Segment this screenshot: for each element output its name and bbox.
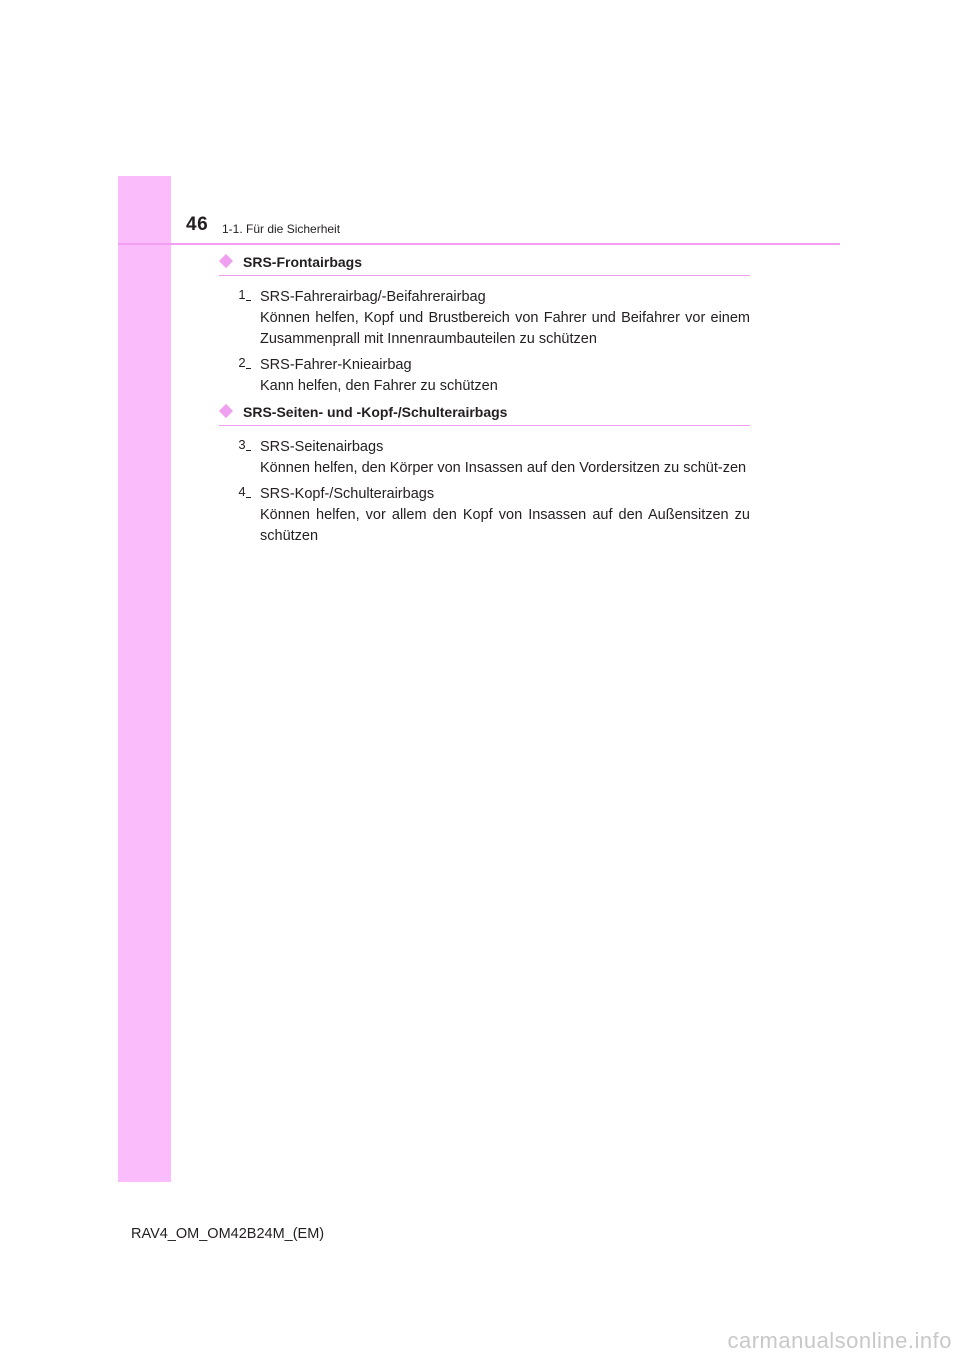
list-item — [219, 437, 750, 479]
list-item — [219, 287, 750, 350]
section-heading-text: SRS-Frontairbags — [243, 254, 363, 270]
section-heading — [219, 404, 750, 426]
item-number-icon: 1 — [236, 287, 248, 302]
section-seiten-kopf-airbags — [219, 404, 750, 547]
header-rule — [118, 243, 840, 245]
footer-document-code: RAV4_OM_OM42B24M_(EM) — [131, 1226, 325, 1242]
section-heading-text: SRS-Seiten- und -Kopf-/Schulterairbags — [243, 404, 508, 420]
item-title: SRS-Fahrerairbag/-Beifahrerairbag — [260, 289, 486, 305]
item-description: Können helfen, Kopf und Brustbereich von Fahrer und Beifahrer vor einem Zusammenprall mit Innenraumbauteilen zu schützen — [260, 310, 750, 347]
item-description: Können helfen, vor allem den Kopf von Insassen auf den Außensitzen zu schützen — [260, 507, 750, 544]
item-number-icon: 2 — [236, 355, 248, 370]
chapter-title: 1-1. Für die Sicherheit — [222, 222, 341, 236]
item-number-icon: 3 — [236, 437, 248, 452]
list-item — [219, 355, 750, 397]
item-title: SRS-Fahrer-Knieairbag — [260, 357, 412, 373]
list-item — [219, 484, 750, 547]
watermark: carmanualsonline.info — [727, 1328, 952, 1353]
item-number-icon: 4 — [236, 484, 248, 499]
diamond-bullet-icon — [219, 254, 233, 268]
item-description: Können helfen, den Körper von Insassen auf den Vordersitzen zu schüt-zen — [260, 460, 747, 476]
diamond-bullet-icon — [219, 404, 233, 418]
item-title: SRS-Seitenairbags — [260, 439, 384, 455]
section-frontairbags — [219, 254, 750, 397]
page-number: 46 — [186, 214, 209, 235]
section-heading — [219, 254, 750, 276]
item-description: Kann helfen, den Fahrer zu schützen — [260, 378, 498, 394]
side-color-band — [118, 176, 171, 1182]
item-title: SRS-Kopf-/Schulterairbags — [260, 486, 435, 502]
